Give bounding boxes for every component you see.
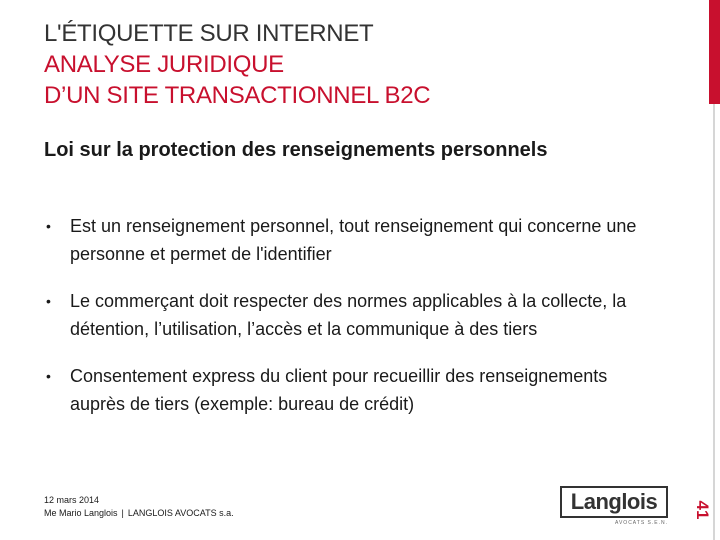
logo-frame bbox=[560, 486, 668, 518]
bullet-list bbox=[44, 212, 644, 437]
title-line-1: L'ÉTIQUETTE SUR INTERNET bbox=[44, 20, 374, 47]
logo-tagline: AVOCATS S.E.N. bbox=[615, 520, 668, 526]
bullet-icon: • bbox=[46, 368, 51, 384]
logo-wordmark: Langlois bbox=[570, 489, 658, 514]
footer-firm: LANGLOIS AVOCATS s.a. bbox=[127, 508, 234, 518]
bullet-text: Est un renseignement personnel, tout renseignement qui concerne une personne et permet de l'identifier bbox=[70, 216, 637, 264]
accent-divider-line bbox=[713, 104, 715, 540]
firm-logo bbox=[560, 486, 670, 526]
bullet-text: Consentement express du client pour recueillir des renseignements auprès de tiers (exemple: bureau de crédit) bbox=[70, 366, 608, 414]
bullet-item bbox=[44, 287, 644, 343]
title-line-3: D’UN SITE TRANSACTIONNEL B2C bbox=[44, 82, 431, 109]
bullet-item bbox=[44, 212, 644, 268]
bullet-text: Le commerçant doit respecter des normes applicables à la collecte, la détention, l’utilisation, l’accès et la communique à des tiers bbox=[70, 291, 627, 339]
bullet-icon: • bbox=[46, 218, 51, 234]
page-number: 41 bbox=[693, 500, 712, 520]
footer-separator: | bbox=[121, 508, 124, 518]
footer bbox=[44, 494, 344, 520]
bullet-icon: • bbox=[46, 293, 51, 309]
bullet-item bbox=[44, 362, 644, 418]
footer-author: Me Mario Langlois bbox=[44, 508, 118, 518]
section-heading: Loi sur la protection des renseignements personnels bbox=[44, 139, 548, 161]
slide-title bbox=[44, 18, 684, 111]
accent-bar bbox=[709, 0, 720, 104]
footer-date: 12 mars 2014 bbox=[44, 495, 100, 505]
footer-credit bbox=[44, 507, 344, 520]
title-line-2: ANALYSE JURIDIQUE bbox=[44, 51, 284, 78]
